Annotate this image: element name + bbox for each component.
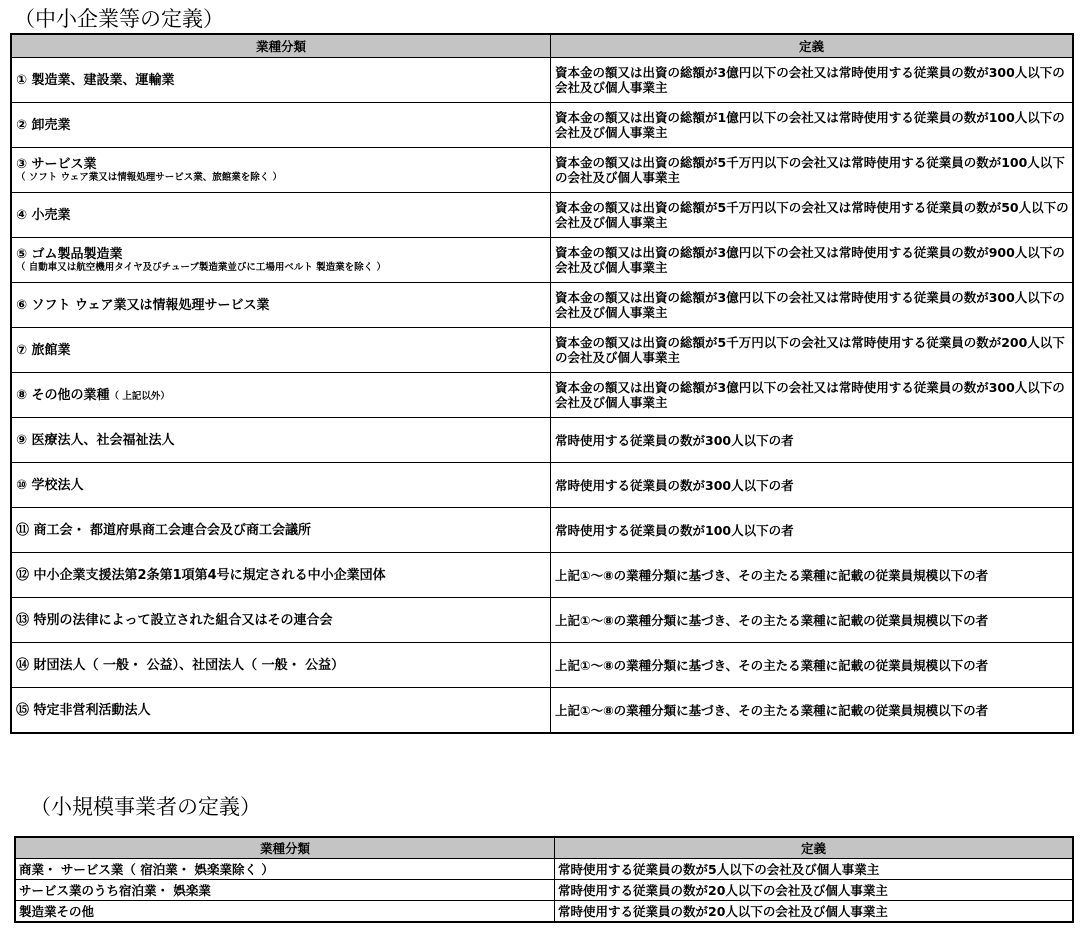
definition-cell: 資本金の額又は出資の総額が3億円以下の会社又は常時使用する従業員の数が300人以下の会社及び個人事業主 <box>551 58 1074 103</box>
category-cell <box>11 508 551 553</box>
category-cell <box>11 103 551 148</box>
column-header-definition: 定義 <box>551 34 1074 58</box>
definition-cell: 資本金の額又は出資の総額が3億円以下の会社又は常時使用する従業員の数が900人以下の会社及び個人事業主 <box>551 238 1074 283</box>
table-header-row <box>15 837 1073 859</box>
table-row <box>11 463 1073 508</box>
definition-cell: 常時使用する従業員の数が300人以下の者 <box>551 418 1074 463</box>
table-row <box>11 148 1073 193</box>
definition-cell: 資本金の額又は出資の総額が3億円以下の会社又は常時使用する従業員の数が300人以下の会社及び個人事業主 <box>551 283 1074 328</box>
definition-cell: 資本金の額又は出資の総額が5千万円以下の会社又は常時使用する従業員の数が50人以下の会社及び個人事業主 <box>551 193 1074 238</box>
column-header-category: 業種分類 <box>15 837 555 859</box>
category-cell <box>11 148 551 193</box>
category-note: （ ソフト ウェア業又は情報処理サービス業、旅館業を除く ） <box>16 172 283 183</box>
table-row <box>15 880 1073 901</box>
definition-cell: 常時使用する従業員の数が20人以下の会社及び個人事業主 <box>555 880 1074 901</box>
definition-cell: 資本金の額又は出資の総額が5千万円以下の会社又は常時使用する従業員の数が200人以下の会社及び個人事業主 <box>551 328 1074 373</box>
category-note: （ 自動車又は航空機用タイヤ及びチューブ製造業並びに工場用ベルト 製造業を除く ） <box>16 262 386 273</box>
definition-cell: 上記①～⑧の業種分類に基づき、その主たる業種に記載の従業員規模以下の者 <box>551 553 1074 598</box>
table-row <box>11 103 1073 148</box>
category-label: ③ サービス業 <box>16 157 97 172</box>
category-label: ⑫ 中小企業支援法第2条第1項第4号に規定される中小企業団体 <box>16 567 386 583</box>
category-cell <box>11 328 551 373</box>
category-label: ⑮ 特定非営利活動法人 <box>16 702 151 718</box>
category-label: ④ 小売業 <box>16 207 71 223</box>
definition-cell: 資本金の額又は出資の総額が5千万円以下の会社又は常時使用する従業員の数が100人以下の会社及び個人事業主 <box>551 148 1074 193</box>
category-cell <box>11 58 551 103</box>
definition-cell: 常時使用する従業員の数が300人以下の者 <box>551 463 1074 508</box>
category-cell <box>11 688 551 734</box>
definition-cell: 上記①～⑧の業種分類に基づき、その主たる業種に記載の従業員規模以下の者 <box>551 643 1074 688</box>
category-label: ⑭ 財団法人（ 一般・ 公益）、社団法人（ 一般・ 公益） <box>16 657 345 673</box>
table-row <box>11 688 1073 734</box>
category-cell <box>11 418 551 463</box>
category-label: ⑤ ゴム製品製造業 <box>16 247 123 262</box>
table-row <box>11 418 1073 463</box>
column-header-definition: 定義 <box>555 837 1074 859</box>
table-row <box>11 373 1073 418</box>
category-cell <box>11 373 551 418</box>
category-cell <box>11 193 551 238</box>
definition-cell: 上記①～⑧の業種分類に基づき、その主たる業種に記載の従業員規模以下の者 <box>551 688 1074 734</box>
category-cell: 商業・ サービス業（ 宿泊業・ 娯楽業除く ） <box>15 859 555 880</box>
table-row <box>11 508 1073 553</box>
category-cell: サービス業のうち宿泊業・ 娯楽業 <box>15 880 555 901</box>
category-label: ② 卸売業 <box>16 117 71 133</box>
category-cell <box>11 463 551 508</box>
sme-section-title: （中小企業等の定義） <box>14 7 224 31</box>
category-label: ⑧ その他の業種 <box>16 387 110 403</box>
small-business-section-title: （小規模事業者の定義） <box>30 795 261 819</box>
category-cell: 製造業その他 <box>15 901 555 923</box>
category-label: ① 製造業、建設業、運輸業 <box>16 72 175 88</box>
category-cell <box>11 643 551 688</box>
definition-cell: 上記①～⑧の業種分類に基づき、その主たる業種に記載の従業員規模以下の者 <box>551 598 1074 643</box>
small-business-definition-table <box>14 836 1074 923</box>
table-row <box>11 328 1073 373</box>
category-cell <box>11 553 551 598</box>
table-row <box>11 598 1073 643</box>
column-header-category: 業種分類 <box>11 34 551 58</box>
category-label: ⑪ 商工会・ 都道府県商工会連合会及び商工会議所 <box>16 522 312 538</box>
table-row <box>15 901 1073 923</box>
definition-cell: 常時使用する従業員の数が5人以下の会社及び個人事業主 <box>555 859 1074 880</box>
category-label: ⑩ 学校法人 <box>16 477 84 493</box>
table-header-row <box>11 34 1073 58</box>
definition-cell: 常時使用する従業員の数が20人以下の会社及び個人事業主 <box>555 901 1074 923</box>
sme-definition-table <box>10 33 1074 734</box>
table-row <box>11 553 1073 598</box>
category-label: ⑥ ソフト ウェア業又は情報処理サービス業 <box>16 297 270 313</box>
definition-cell: 資本金の額又は出資の総額が1億円以下の会社又は常時使用する従業員の数が100人以下の会社及び個人事業主 <box>551 103 1074 148</box>
category-cell <box>11 598 551 643</box>
table-row <box>11 193 1073 238</box>
category-label: ⑬ 特別の法律によって設立された組合又はその連合会 <box>16 612 333 628</box>
category-label: ⑦ 旅館業 <box>16 342 71 358</box>
table-row <box>11 643 1073 688</box>
table-row <box>11 58 1073 103</box>
category-cell <box>11 238 551 283</box>
category-label: ⑨ 医療法人、社会福祉法人 <box>16 432 175 448</box>
category-cell <box>11 283 551 328</box>
table-row <box>15 859 1073 880</box>
table-row <box>11 283 1073 328</box>
definition-cell: 常時使用する従業員の数が100人以下の者 <box>551 508 1074 553</box>
table-row <box>11 238 1073 283</box>
definition-cell: 資本金の額又は出資の総額が3億円以下の会社又は常時使用する従業員の数が300人以下の会社及び個人事業主 <box>551 373 1074 418</box>
category-note: （ 上記以外） <box>109 390 170 402</box>
